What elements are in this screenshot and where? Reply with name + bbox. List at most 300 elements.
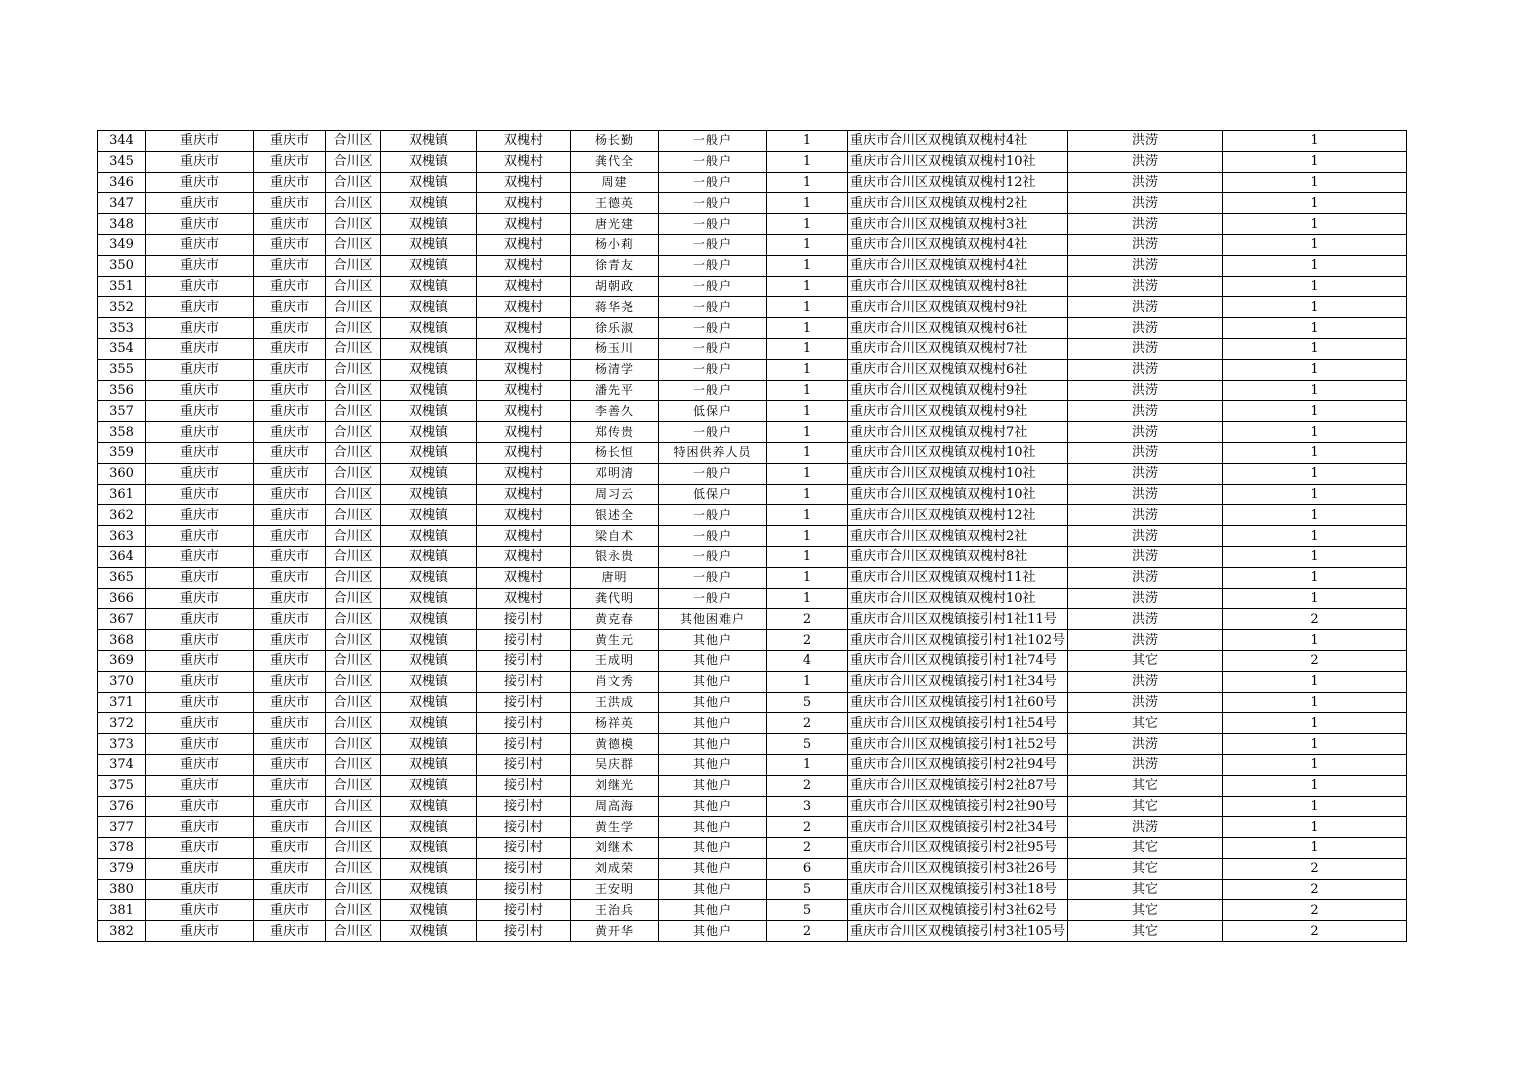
name-cell: 王德英 — [571, 193, 659, 214]
table-row — [98, 630, 1407, 651]
count-cell: 1 — [767, 754, 848, 775]
province-cell: 重庆市 — [146, 442, 254, 463]
table-row — [98, 380, 1407, 401]
table-row — [98, 214, 1407, 235]
name-cell: 黄生元 — [571, 630, 659, 651]
address-cell: 重庆市合川区双槐镇双槐村2社 — [848, 526, 1068, 547]
city-cell: 重庆市 — [254, 463, 326, 484]
address-cell: 重庆市合川区双槐镇双槐村7社 — [848, 422, 1068, 443]
address-cell: 重庆市合川区双槐镇双槐村4社 — [848, 131, 1068, 152]
disaster-type-cell: 洪涝 — [1068, 255, 1223, 276]
name-cell: 刘继术 — [571, 838, 659, 859]
address-cell: 重庆市合川区双槐镇双槐村10社 — [848, 588, 1068, 609]
household-type-cell: 其他户 — [659, 734, 767, 755]
district-cell: 合川区 — [326, 671, 381, 692]
city-cell: 重庆市 — [254, 630, 326, 651]
name-cell: 刘成荣 — [571, 858, 659, 879]
district-cell: 合川区 — [326, 734, 381, 755]
town-cell: 双槐镇 — [381, 713, 477, 734]
name-cell: 龚代全 — [571, 151, 659, 172]
index-cell: 346 — [98, 172, 146, 193]
town-cell: 双槐镇 — [381, 297, 477, 318]
disaster-type-cell: 洪涝 — [1068, 172, 1223, 193]
table-row — [98, 713, 1407, 734]
index-cell: 360 — [98, 463, 146, 484]
town-cell: 双槐镇 — [381, 484, 477, 505]
name-cell: 黄德模 — [571, 734, 659, 755]
table-row — [98, 318, 1407, 339]
count-cell: 1 — [767, 131, 848, 152]
table-row — [98, 900, 1407, 921]
name-cell: 徐青友 — [571, 255, 659, 276]
city-cell: 重庆市 — [254, 151, 326, 172]
household-type-cell: 特困供养人员 — [659, 442, 767, 463]
district-cell: 合川区 — [326, 214, 381, 235]
index-cell: 345 — [98, 151, 146, 172]
count-cell: 1 — [767, 193, 848, 214]
household-type-cell: 其他户 — [659, 650, 767, 671]
count-cell: 1 — [767, 422, 848, 443]
district-cell: 合川区 — [326, 484, 381, 505]
province-cell: 重庆市 — [146, 546, 254, 567]
table-row — [98, 151, 1407, 172]
disaster-type-cell: 其它 — [1068, 858, 1223, 879]
village-cell: 接引村 — [477, 734, 571, 755]
city-cell: 重庆市 — [254, 338, 326, 359]
disaster-type-cell: 洪涝 — [1068, 401, 1223, 422]
village-cell: 双槐村 — [477, 505, 571, 526]
district-cell: 合川区 — [326, 630, 381, 651]
index-cell: 381 — [98, 900, 146, 921]
province-cell: 重庆市 — [146, 671, 254, 692]
household-type-cell: 一般户 — [659, 526, 767, 547]
address-cell: 重庆市合川区双槐镇双槐村10社 — [848, 151, 1068, 172]
address-cell: 重庆市合川区双槐镇接引村1社54号 — [848, 713, 1068, 734]
index-cell: 366 — [98, 588, 146, 609]
town-cell: 双槐镇 — [381, 858, 477, 879]
quantity-cell: 1 — [1223, 796, 1407, 817]
city-cell: 重庆市 — [254, 775, 326, 796]
address-cell: 重庆市合川区双槐镇双槐村6社 — [848, 318, 1068, 339]
index-cell: 367 — [98, 609, 146, 630]
city-cell: 重庆市 — [254, 505, 326, 526]
count-cell: 5 — [767, 900, 848, 921]
town-cell: 双槐镇 — [381, 526, 477, 547]
town-cell: 双槐镇 — [381, 921, 477, 942]
village-cell: 双槐村 — [477, 297, 571, 318]
town-cell: 双槐镇 — [381, 380, 477, 401]
household-type-cell: 一般户 — [659, 131, 767, 152]
address-cell: 重庆市合川区双槐镇双槐村9社 — [848, 401, 1068, 422]
city-cell: 重庆市 — [254, 442, 326, 463]
disaster-type-cell: 洪涝 — [1068, 588, 1223, 609]
household-type-cell: 其他户 — [659, 713, 767, 734]
count-cell: 2 — [767, 838, 848, 859]
table-row — [98, 775, 1407, 796]
town-cell: 双槐镇 — [381, 838, 477, 859]
quantity-cell: 1 — [1223, 380, 1407, 401]
district-cell: 合川区 — [326, 318, 381, 339]
district-cell: 合川区 — [326, 234, 381, 255]
index-cell: 357 — [98, 401, 146, 422]
city-cell: 重庆市 — [254, 255, 326, 276]
province-cell: 重庆市 — [146, 359, 254, 380]
disaster-type-cell: 洪涝 — [1068, 817, 1223, 838]
household-type-cell: 一般户 — [659, 276, 767, 297]
district-cell: 合川区 — [326, 713, 381, 734]
disaster-type-cell: 洪涝 — [1068, 359, 1223, 380]
count-cell: 6 — [767, 858, 848, 879]
village-cell: 双槐村 — [477, 588, 571, 609]
province-cell: 重庆市 — [146, 338, 254, 359]
address-cell: 重庆市合川区双槐镇接引村2社34号 — [848, 817, 1068, 838]
household-type-cell: 其他户 — [659, 692, 767, 713]
index-cell: 369 — [98, 650, 146, 671]
village-cell: 双槐村 — [477, 546, 571, 567]
disaster-type-cell: 洪涝 — [1068, 671, 1223, 692]
town-cell: 双槐镇 — [381, 650, 477, 671]
quantity-cell: 1 — [1223, 817, 1407, 838]
table-row — [98, 817, 1407, 838]
name-cell: 王成明 — [571, 650, 659, 671]
table-row — [98, 567, 1407, 588]
province-cell: 重庆市 — [146, 775, 254, 796]
province-cell: 重庆市 — [146, 838, 254, 859]
index-cell: 382 — [98, 921, 146, 942]
count-cell: 1 — [767, 442, 848, 463]
district-cell: 合川区 — [326, 858, 381, 879]
village-cell: 接引村 — [477, 630, 571, 651]
count-cell: 1 — [767, 526, 848, 547]
disaster-type-cell: 其它 — [1068, 838, 1223, 859]
village-cell: 双槐村 — [477, 463, 571, 484]
count-cell: 2 — [767, 609, 848, 630]
disaster-type-cell: 洪涝 — [1068, 630, 1223, 651]
count-cell: 1 — [767, 255, 848, 276]
city-cell: 重庆市 — [254, 193, 326, 214]
table-row — [98, 505, 1407, 526]
district-cell: 合川区 — [326, 879, 381, 900]
province-cell: 重庆市 — [146, 796, 254, 817]
village-cell: 双槐村 — [477, 380, 571, 401]
village-cell: 接引村 — [477, 650, 571, 671]
disaster-type-cell: 洪涝 — [1068, 526, 1223, 547]
records-table — [97, 130, 1407, 942]
table-row — [98, 879, 1407, 900]
household-type-cell: 一般户 — [659, 463, 767, 484]
name-cell: 周建 — [571, 172, 659, 193]
village-cell: 接引村 — [477, 900, 571, 921]
count-cell: 5 — [767, 879, 848, 900]
district-cell: 合川区 — [326, 297, 381, 318]
quantity-cell: 2 — [1223, 858, 1407, 879]
province-cell: 重庆市 — [146, 588, 254, 609]
village-cell: 接引村 — [477, 754, 571, 775]
town-cell: 双槐镇 — [381, 214, 477, 235]
town-cell: 双槐镇 — [381, 463, 477, 484]
district-cell: 合川区 — [326, 692, 381, 713]
household-type-cell: 其他户 — [659, 817, 767, 838]
household-type-cell: 其他户 — [659, 775, 767, 796]
quantity-cell: 1 — [1223, 255, 1407, 276]
table-row — [98, 172, 1407, 193]
disaster-type-cell: 洪涝 — [1068, 318, 1223, 339]
district-cell: 合川区 — [326, 359, 381, 380]
province-cell: 重庆市 — [146, 255, 254, 276]
index-cell: 380 — [98, 879, 146, 900]
province-cell: 重庆市 — [146, 484, 254, 505]
household-type-cell: 其他户 — [659, 671, 767, 692]
province-cell: 重庆市 — [146, 900, 254, 921]
count-cell: 1 — [767, 359, 848, 380]
household-type-cell: 一般户 — [659, 588, 767, 609]
city-cell: 重庆市 — [254, 214, 326, 235]
table-row — [98, 401, 1407, 422]
town-cell: 双槐镇 — [381, 754, 477, 775]
town-cell: 双槐镇 — [381, 734, 477, 755]
name-cell: 梁自术 — [571, 526, 659, 547]
village-cell: 接引村 — [477, 609, 571, 630]
index-cell: 356 — [98, 380, 146, 401]
household-type-cell: 其他户 — [659, 879, 767, 900]
village-cell: 双槐村 — [477, 484, 571, 505]
district-cell: 合川区 — [326, 817, 381, 838]
village-cell: 接引村 — [477, 775, 571, 796]
district-cell: 合川区 — [326, 401, 381, 422]
household-type-cell: 一般户 — [659, 318, 767, 339]
count-cell: 5 — [767, 734, 848, 755]
district-cell: 合川区 — [326, 338, 381, 359]
name-cell: 刘继光 — [571, 775, 659, 796]
quantity-cell: 1 — [1223, 234, 1407, 255]
address-cell: 重庆市合川区双槐镇双槐村8社 — [848, 546, 1068, 567]
table-row — [98, 526, 1407, 547]
district-cell: 合川区 — [326, 131, 381, 152]
quantity-cell: 1 — [1223, 505, 1407, 526]
city-cell: 重庆市 — [254, 484, 326, 505]
district-cell: 合川区 — [326, 380, 381, 401]
city-cell: 重庆市 — [254, 234, 326, 255]
disaster-type-cell: 其它 — [1068, 775, 1223, 796]
index-cell: 362 — [98, 505, 146, 526]
province-cell: 重庆市 — [146, 879, 254, 900]
table-row — [98, 359, 1407, 380]
quantity-cell: 1 — [1223, 318, 1407, 339]
index-cell: 349 — [98, 234, 146, 255]
town-cell: 双槐镇 — [381, 817, 477, 838]
city-cell: 重庆市 — [254, 713, 326, 734]
count-cell: 4 — [767, 650, 848, 671]
index-cell: 373 — [98, 734, 146, 755]
village-cell: 接引村 — [477, 692, 571, 713]
province-cell: 重庆市 — [146, 234, 254, 255]
address-cell: 重庆市合川区双槐镇双槐村3社 — [848, 214, 1068, 235]
town-cell: 双槐镇 — [381, 234, 477, 255]
address-cell: 重庆市合川区双槐镇双槐村7社 — [848, 338, 1068, 359]
address-cell: 重庆市合川区双槐镇接引村1社102号 — [848, 630, 1068, 651]
index-cell: 364 — [98, 546, 146, 567]
table-row — [98, 858, 1407, 879]
count-cell: 1 — [767, 401, 848, 422]
district-cell: 合川区 — [326, 526, 381, 547]
quantity-cell: 1 — [1223, 359, 1407, 380]
district-cell: 合川区 — [326, 276, 381, 297]
index-cell: 377 — [98, 817, 146, 838]
village-cell: 双槐村 — [477, 234, 571, 255]
household-type-cell: 一般户 — [659, 546, 767, 567]
quantity-cell: 2 — [1223, 921, 1407, 942]
town-cell: 双槐镇 — [381, 796, 477, 817]
address-cell: 重庆市合川区双槐镇接引村3社105号 — [848, 921, 1068, 942]
disaster-type-cell: 洪涝 — [1068, 380, 1223, 401]
household-type-cell: 其他户 — [659, 838, 767, 859]
city-cell: 重庆市 — [254, 858, 326, 879]
household-type-cell: 一般户 — [659, 567, 767, 588]
province-cell: 重庆市 — [146, 318, 254, 339]
disaster-type-cell: 洪涝 — [1068, 609, 1223, 630]
name-cell: 黄开华 — [571, 921, 659, 942]
count-cell: 1 — [767, 380, 848, 401]
quantity-cell: 1 — [1223, 567, 1407, 588]
district-cell: 合川区 — [326, 463, 381, 484]
province-cell: 重庆市 — [146, 921, 254, 942]
index-cell: 359 — [98, 442, 146, 463]
count-cell: 1 — [767, 484, 848, 505]
village-cell: 双槐村 — [477, 131, 571, 152]
province-cell: 重庆市 — [146, 172, 254, 193]
disaster-type-cell: 洪涝 — [1068, 692, 1223, 713]
province-cell: 重庆市 — [146, 131, 254, 152]
address-cell: 重庆市合川区双槐镇双槐村10社 — [848, 463, 1068, 484]
quantity-cell: 1 — [1223, 713, 1407, 734]
table-row — [98, 131, 1407, 152]
disaster-type-cell: 洪涝 — [1068, 214, 1223, 235]
village-cell: 双槐村 — [477, 193, 571, 214]
village-cell: 接引村 — [477, 858, 571, 879]
table-row — [98, 838, 1407, 859]
village-cell: 双槐村 — [477, 214, 571, 235]
name-cell: 吴庆群 — [571, 754, 659, 775]
index-cell: 371 — [98, 692, 146, 713]
city-cell: 重庆市 — [254, 609, 326, 630]
name-cell: 周习云 — [571, 484, 659, 505]
town-cell: 双槐镇 — [381, 671, 477, 692]
index-cell: 354 — [98, 338, 146, 359]
city-cell: 重庆市 — [254, 650, 326, 671]
index-cell: 361 — [98, 484, 146, 505]
count-cell: 3 — [767, 796, 848, 817]
village-cell: 接引村 — [477, 796, 571, 817]
city-cell: 重庆市 — [254, 879, 326, 900]
name-cell: 杨清学 — [571, 359, 659, 380]
village-cell: 双槐村 — [477, 151, 571, 172]
province-cell: 重庆市 — [146, 609, 254, 630]
address-cell: 重庆市合川区双槐镇接引村1社74号 — [848, 650, 1068, 671]
district-cell: 合川区 — [326, 442, 381, 463]
address-cell: 重庆市合川区双槐镇双槐村12社 — [848, 505, 1068, 526]
town-cell: 双槐镇 — [381, 692, 477, 713]
index-cell: 347 — [98, 193, 146, 214]
quantity-cell: 1 — [1223, 754, 1407, 775]
disaster-type-cell: 洪涝 — [1068, 276, 1223, 297]
province-cell: 重庆市 — [146, 692, 254, 713]
city-cell: 重庆市 — [254, 900, 326, 921]
quantity-cell: 1 — [1223, 484, 1407, 505]
table-row — [98, 422, 1407, 443]
village-cell: 双槐村 — [477, 422, 571, 443]
count-cell: 1 — [767, 297, 848, 318]
household-type-cell: 一般户 — [659, 422, 767, 443]
index-cell: 353 — [98, 318, 146, 339]
district-cell: 合川区 — [326, 151, 381, 172]
city-cell: 重庆市 — [254, 921, 326, 942]
district-cell: 合川区 — [326, 921, 381, 942]
quantity-cell: 1 — [1223, 297, 1407, 318]
town-cell: 双槐镇 — [381, 609, 477, 630]
city-cell: 重庆市 — [254, 734, 326, 755]
table-row — [98, 338, 1407, 359]
city-cell: 重庆市 — [254, 401, 326, 422]
name-cell: 杨玉川 — [571, 338, 659, 359]
province-cell: 重庆市 — [146, 817, 254, 838]
disaster-type-cell: 洪涝 — [1068, 151, 1223, 172]
count-cell: 1 — [767, 172, 848, 193]
count-cell: 1 — [767, 671, 848, 692]
name-cell: 黄克春 — [571, 609, 659, 630]
address-cell: 重庆市合川区双槐镇接引村2社90号 — [848, 796, 1068, 817]
province-cell: 重庆市 — [146, 214, 254, 235]
disaster-type-cell: 其它 — [1068, 921, 1223, 942]
name-cell: 杨祥英 — [571, 713, 659, 734]
name-cell: 邓明清 — [571, 463, 659, 484]
city-cell: 重庆市 — [254, 546, 326, 567]
city-cell: 重庆市 — [254, 318, 326, 339]
count-cell: 1 — [767, 588, 848, 609]
town-cell: 双槐镇 — [381, 131, 477, 152]
address-cell: 重庆市合川区双槐镇接引村3社26号 — [848, 858, 1068, 879]
index-cell: 368 — [98, 630, 146, 651]
district-cell: 合川区 — [326, 775, 381, 796]
quantity-cell: 1 — [1223, 276, 1407, 297]
table-row — [98, 442, 1407, 463]
quantity-cell: 1 — [1223, 401, 1407, 422]
address-cell: 重庆市合川区双槐镇接引村1社34号 — [848, 671, 1068, 692]
count-cell: 2 — [767, 630, 848, 651]
city-cell: 重庆市 — [254, 567, 326, 588]
village-cell: 接引村 — [477, 838, 571, 859]
household-type-cell: 一般户 — [659, 151, 767, 172]
household-type-cell: 一般户 — [659, 297, 767, 318]
household-type-cell: 一般户 — [659, 172, 767, 193]
disaster-type-cell: 洪涝 — [1068, 422, 1223, 443]
table-row — [98, 692, 1407, 713]
quantity-cell: 1 — [1223, 151, 1407, 172]
table-row — [98, 734, 1407, 755]
village-cell: 双槐村 — [477, 401, 571, 422]
count-cell: 1 — [767, 463, 848, 484]
city-cell: 重庆市 — [254, 526, 326, 547]
table-row — [98, 297, 1407, 318]
count-cell: 1 — [767, 567, 848, 588]
disaster-type-cell: 洪涝 — [1068, 338, 1223, 359]
district-cell: 合川区 — [326, 838, 381, 859]
household-type-cell: 一般户 — [659, 338, 767, 359]
name-cell: 胡朝政 — [571, 276, 659, 297]
town-cell: 双槐镇 — [381, 442, 477, 463]
household-type-cell: 其他户 — [659, 900, 767, 921]
disaster-type-cell: 洪涝 — [1068, 442, 1223, 463]
table-row — [98, 650, 1407, 671]
